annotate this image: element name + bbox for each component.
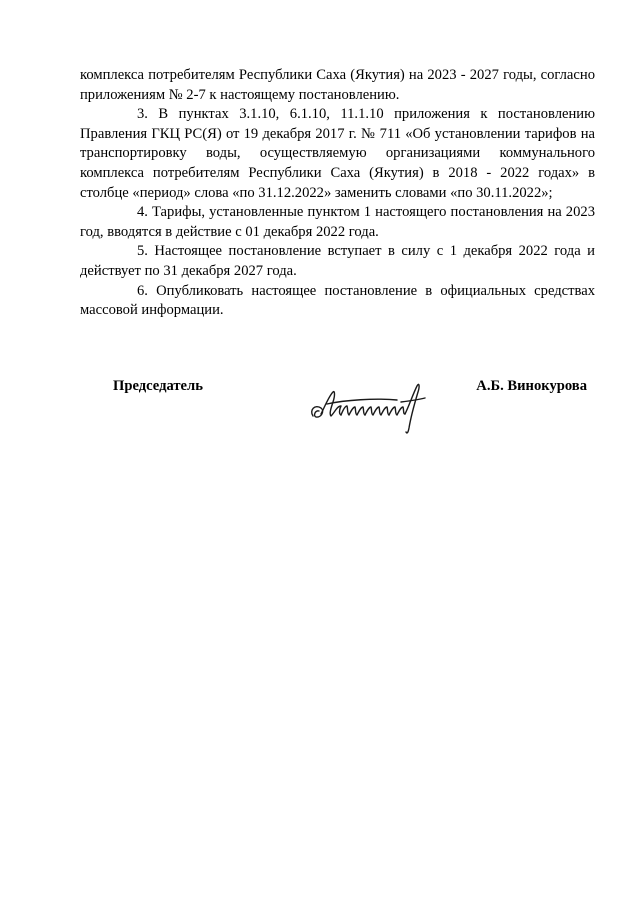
paragraph-6: 6. Опубликовать настоящее постановление в официальных средствах массовой информации. [80, 282, 595, 319]
paragraph-3: 3. В пунктах 3.1.10, 6.1.10, 11.1.10 приложения к постановлению Правления ГКЦ РС(Я) от 19 декабря 2017 г. № 711 «Об установлении тарифов на транспортировку воды, осуществляемую организациями коммунального комплекса потребителям Республики Саха (Якутия) в 2018 - 2022 годах» в столбце «период» слова «по 31.12.2022» заменить словами «по 30.11.2022»; [80, 106, 595, 201]
paragraph-continuation: комплекса потребителям Республики Саха (Якутия) на 2023 - 2027 годы, согласно приложениям № 2-7 к настоящему постановлению. [80, 67, 595, 103]
paragraph-5: 5. Настоящее постановление вступает в силу с 1 декабря 2022 года и действует по 31 декабря 2027 года. [80, 243, 595, 279]
document-body [80, 66, 595, 321]
signatory-name: А.Б. Винокурова [476, 378, 587, 394]
paragraph-4: 4. Тарифы, установленные пунктом 1 настоящего постановления на 2023 год, вводятся в действие с 01 декабря 2022 года. [80, 204, 595, 240]
signatory-title: Председатель [113, 378, 203, 394]
signature-block [80, 376, 595, 446]
handwritten-signature [305, 376, 435, 438]
